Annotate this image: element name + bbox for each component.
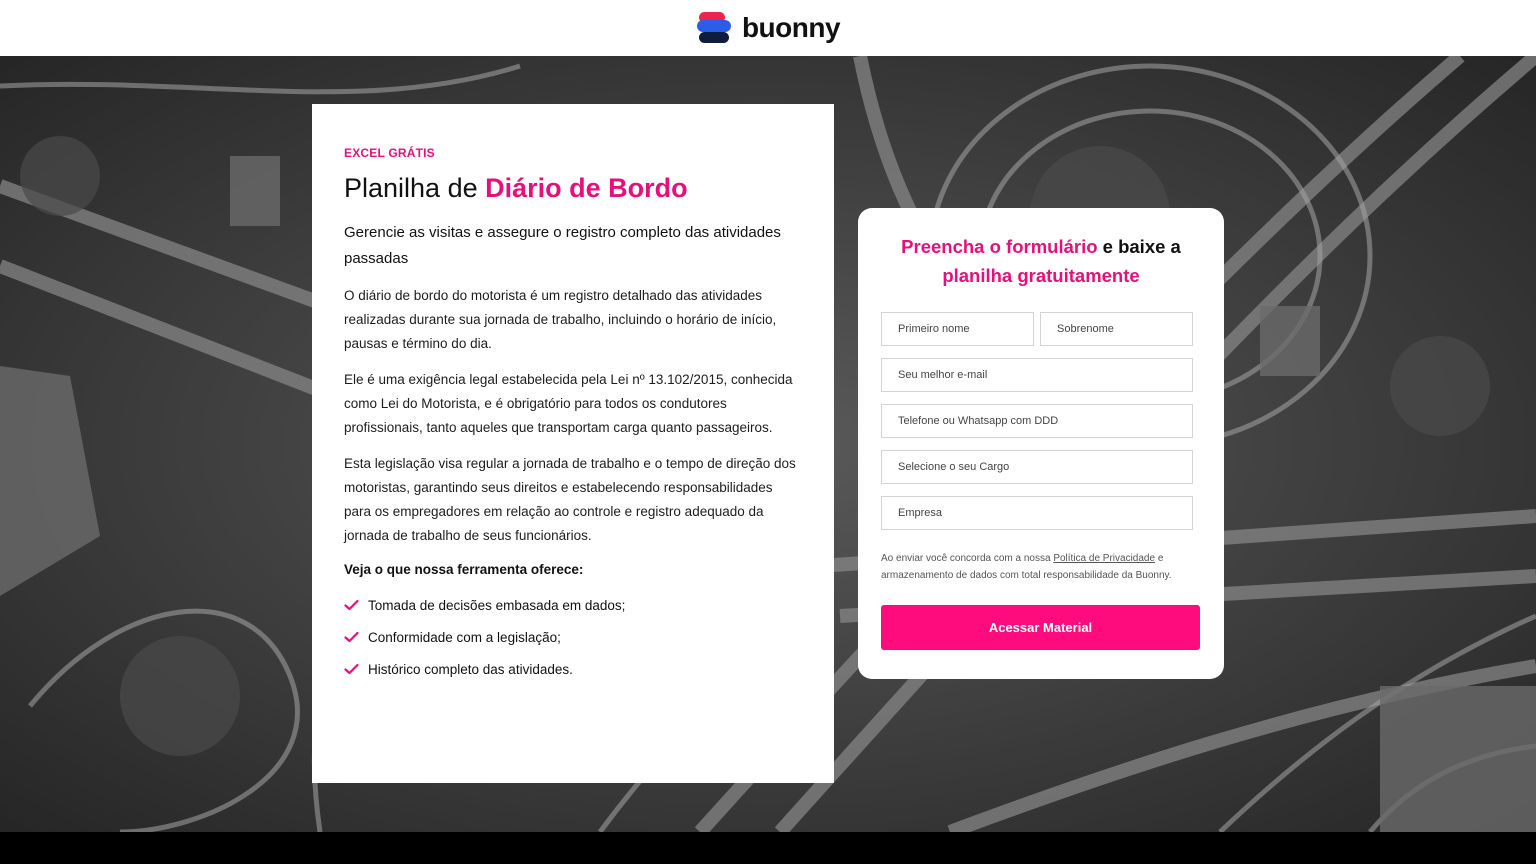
download-form [881, 312, 1201, 650]
offer-text: Conformidade com a legislação; [368, 629, 561, 645]
top-bar [0, 0, 1536, 56]
first-name-input[interactable] [881, 312, 1034, 346]
company-row [881, 496, 1201, 530]
consent-text [881, 550, 1201, 584]
form-title-middle: e baixe a [1097, 236, 1181, 257]
last-name-input[interactable] [1040, 312, 1193, 346]
brand-name: buonny [741, 12, 841, 43]
buonny-logo-icon [696, 11, 734, 45]
title-highlight: Diário de Bordo [485, 173, 688, 203]
download-form-card [858, 208, 1224, 679]
role-select[interactable] [881, 450, 1193, 484]
check-icon [344, 599, 359, 611]
access-material-button[interactable]: Acessar Material [881, 605, 1200, 650]
email-input[interactable] [881, 358, 1193, 392]
offer-text: Tomada de decisões embasada em dados; [368, 597, 626, 613]
paragraph-3: Esta legislação visa regular a jornada de trabalho e o tempo de direção dos motoristas, garantindo seus direitos e estabelecendo responsabilidades para os empregadores em relação ao controle e registro adequado da jornada de trabalho de seus funcionários. [344, 456, 796, 544]
page-title [344, 172, 802, 204]
brand-logo[interactable] [696, 11, 840, 45]
form-title-highlight-1: Preencha o formulário [901, 236, 1098, 257]
offers-title: Veja o que nossa ferramenta oferece: [344, 562, 584, 578]
name-row [881, 312, 1201, 346]
check-icon [344, 663, 359, 675]
lead-text: Gerencie as visitas e assegure o registro completo das atividades passadas [344, 224, 781, 268]
privacy-policy-link[interactable]: Política de Privacidade [1053, 553, 1156, 564]
list-item [344, 621, 802, 653]
list-item [344, 653, 802, 685]
consent-before: Ao enviar você concorda com a nossa [881, 553, 1054, 564]
company-input[interactable] [881, 496, 1193, 530]
paragraph-2: Ele é uma exigência legal estabelecida pela Lei nº 13.102/2015, conhecida como Lei do Motorista, e é obrigatório para todos os condutores profissionais, tanto aqueles que transportam carga quanto passageiros. [344, 372, 793, 436]
check-icon [344, 631, 359, 643]
offers-list [344, 589, 802, 685]
form-title-highlight-2: planilha gratuitamente [942, 265, 1140, 286]
paragraph-1: O diário de bordo do motorista é um registro detalhado das atividades realizadas durante sua jornada de trabalho, incluindo o horário de início, pausas e término do dia. [344, 288, 777, 352]
email-row [881, 358, 1201, 392]
title-prefix: Planilha de [344, 173, 486, 203]
offer-text: Histórico completo das atividades. [368, 661, 573, 677]
phone-row [881, 404, 1201, 438]
phone-input[interactable] [881, 404, 1193, 438]
role-row [881, 450, 1201, 484]
list-item [344, 589, 802, 621]
footer-strip [0, 832, 1536, 864]
consent-after: e armazenamento de dados com total responsabilidade da Buonny. [881, 553, 1172, 581]
eyebrow-label: EXCEL GRÁTIS [344, 146, 435, 160]
content-card [312, 104, 834, 783]
form-title [881, 232, 1201, 290]
